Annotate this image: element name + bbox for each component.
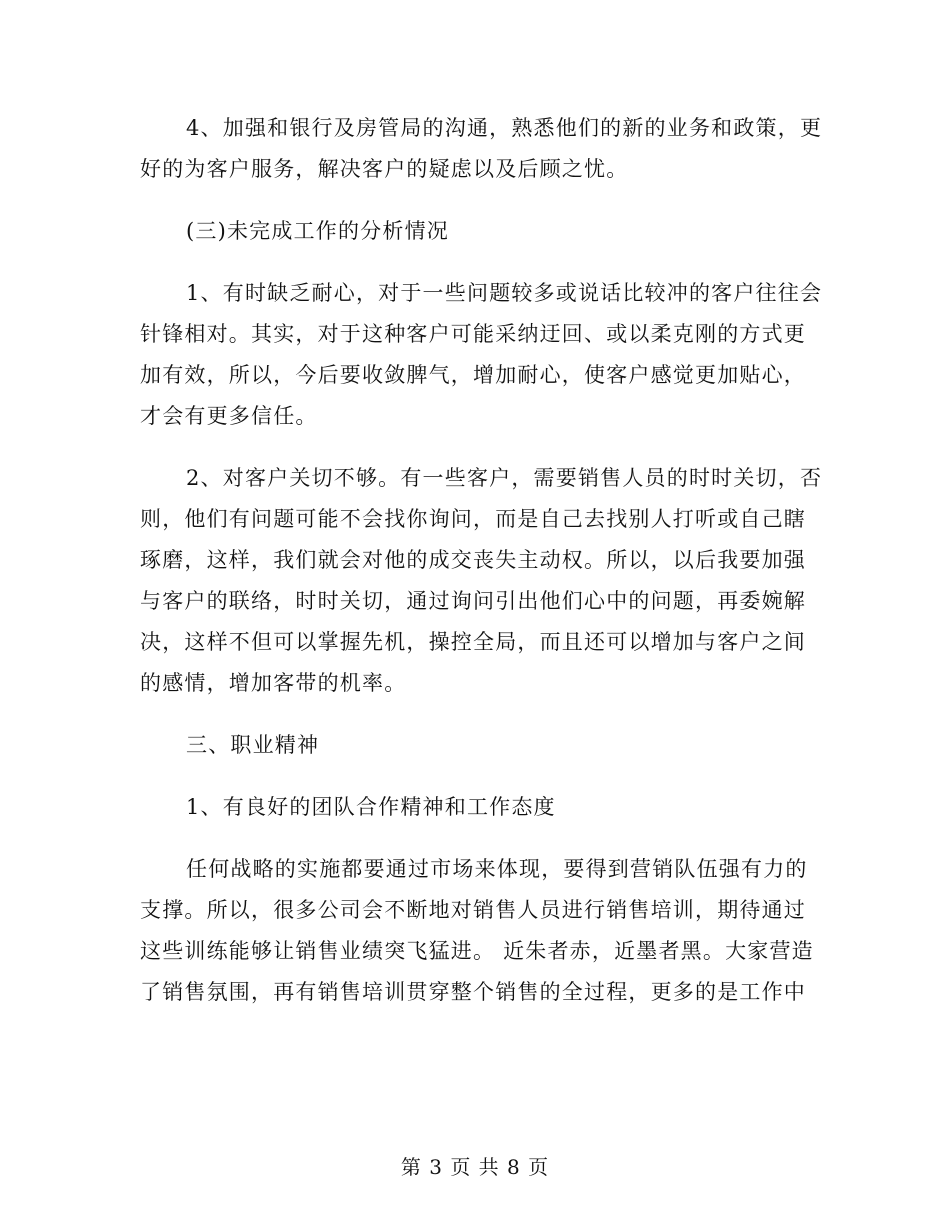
text-line: 好的为客户服务，解决客户的疑虑以及后顾之忧。 bbox=[140, 157, 629, 181]
document-body bbox=[140, 108, 823, 1013]
section-heading-professionalism bbox=[140, 725, 808, 766]
text-line: 1、有良好的团队合作精神和工作态度 bbox=[186, 795, 556, 819]
paragraph-bank-communication bbox=[140, 108, 823, 190]
paragraph-customer-care bbox=[140, 458, 823, 704]
text-line: 1、有时缺乏耐心，对于一些问题较多或说话比较冲的客户往往会 bbox=[186, 281, 823, 305]
text-line: 4、加强和银行及房管局的沟通，熟悉他们的新的业务和政策，更 bbox=[186, 116, 823, 140]
text-line: 加有效，所以，今后要收敛脾气，增加耐心，使客户感觉更加贴心， bbox=[140, 363, 806, 387]
text-line: 任何战略的实施都要通过市场来体现，要得到营销队伍强有力的 bbox=[186, 857, 808, 881]
section-heading-unfinished-work bbox=[140, 211, 808, 252]
text-line: 针锋相对。其实，对于这种客户可能采纳迂回、或以柔克刚的方式更 bbox=[140, 322, 806, 346]
text-line: 2、对客户关切不够。有一些客户，需要销售人员的时时关切，否 bbox=[186, 466, 823, 490]
paragraph-strategy bbox=[140, 849, 814, 1013]
text-line: 的感情，增加客带的机率。 bbox=[140, 671, 407, 695]
text-line: 与客户的联络，时时关切，通过询问引出他们心中的问题，再委婉解 bbox=[140, 589, 806, 613]
text-line: 决，这样不但可以掌握先机，操控全局，而且还可以增加与客户之间 bbox=[140, 630, 806, 654]
text-line: 了销售氛围，再有销售培训贯穿整个销售的全过程，更多的是工作中 bbox=[140, 980, 806, 1004]
text-line: 则，他们有问题可能不会找你询问，而是自己去找别人打听或自己瞎 bbox=[140, 507, 806, 531]
text-line: 琢磨，这样，我们就会对他的成交丧失主动权。所以，以后我要加强 bbox=[140, 548, 806, 572]
page-number-label: 第 3 页 共 8 页 bbox=[400, 1155, 550, 1179]
text-line: 支撑。所以，很多公司会不断地对销售人员进行销售培训，期待通过 bbox=[140, 898, 806, 922]
paragraph-patience bbox=[140, 273, 823, 437]
page-footer bbox=[0, 1151, 950, 1180]
text-line: 才会有更多信任。 bbox=[140, 404, 318, 428]
text-line: 这些训练能够让销售业绩突飞猛进。 近朱者赤，近墨者黑。大家营造 bbox=[140, 939, 814, 963]
subheading-teamwork bbox=[140, 787, 808, 828]
text-line: 三、职业精神 bbox=[186, 733, 320, 757]
text-line: (三)未完成工作的分析情况 bbox=[186, 219, 449, 243]
